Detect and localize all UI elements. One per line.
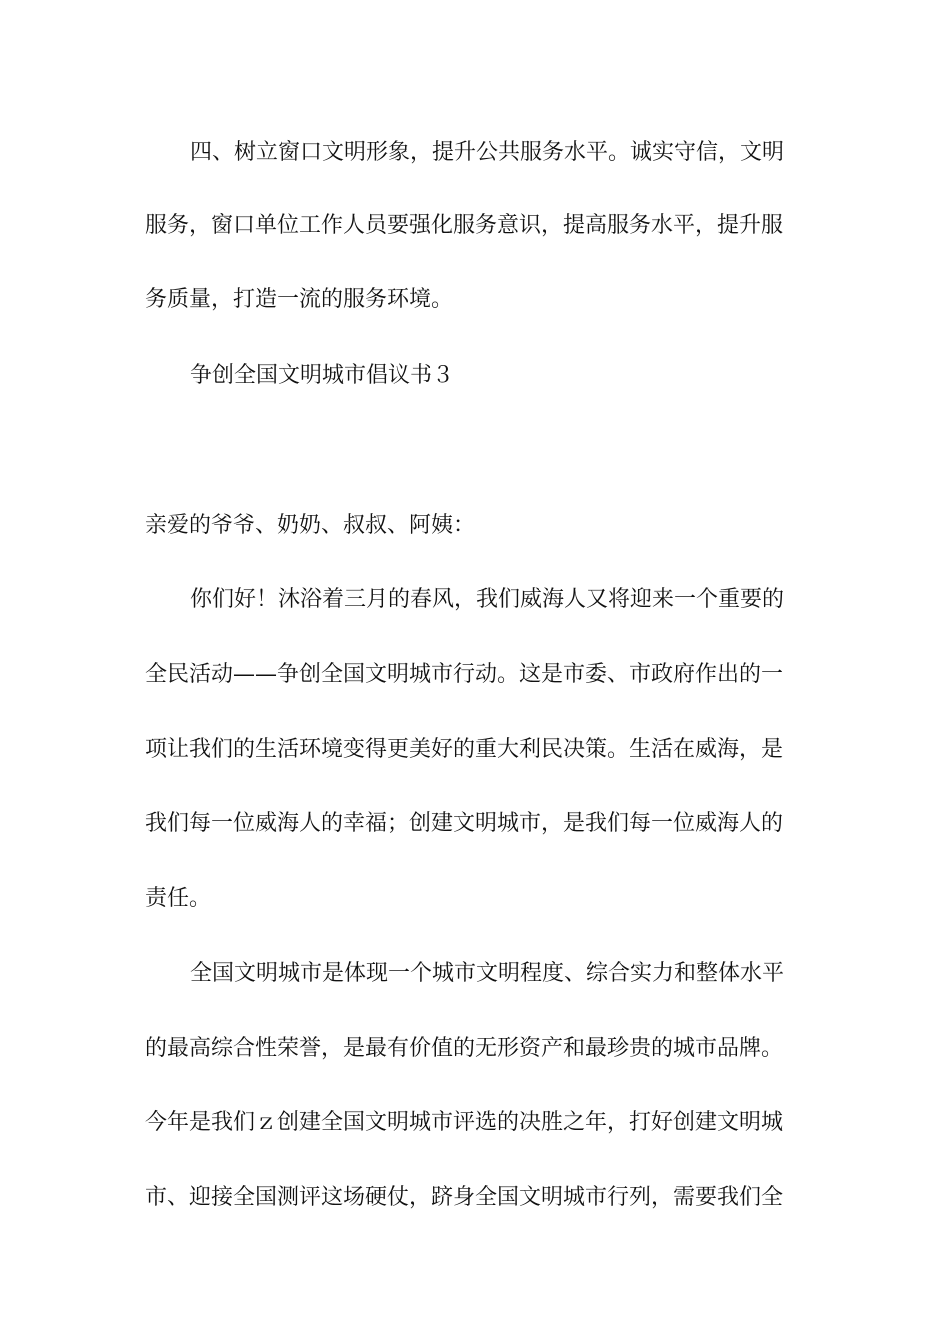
paragraph-line: 务质量，打造一流的服务环境。 [145, 287, 454, 312]
paragraph-line: 的最高综合性荣誉，是最有价值的无形资产和最珍贵的城市品牌。 [145, 1036, 784, 1061]
paragraph-line: 责任。 [145, 886, 212, 911]
section-heading: 争创全国文明城市倡议书３ [190, 363, 455, 388]
paragraph-line: 我们每一位威海人的幸福；创建文明城市，是我们每一位威海人的 [145, 811, 784, 836]
paragraph-line: 你们好！沐浴着三月的春风，我们威海人又将迎来一个重要的 [190, 587, 785, 612]
paragraph-line: 四、树立窗口文明形象，提升公共服务水平。诚实守信，文明 [190, 140, 785, 165]
paragraph-line: 项让我们的生活环境变得更美好的重大利民决策。生活在威海，是 [145, 737, 784, 762]
salutation: 亲爱的爷爷、奶奶、叔叔、阿姨： [145, 513, 476, 538]
paragraph-line: 市、迎接全国测评这场硬仗，跻身全国文明城市行列，需要我们全 [145, 1185, 784, 1210]
paragraph-line: 全民活动——争创全国文明城市行动。这是市委、市政府作出的一 [145, 662, 784, 687]
paragraph-line: 全国文明城市是体现一个城市文明程度、综合实力和整体水平 [190, 961, 785, 986]
paragraph-line: 服务，窗口单位工作人员要强化服务意识，提高服务水平，提升服 [145, 213, 784, 238]
paragraph-line: 今年是我们ｚ创建全国文明城市评选的决胜之年，打好创建文明城 [145, 1110, 784, 1135]
